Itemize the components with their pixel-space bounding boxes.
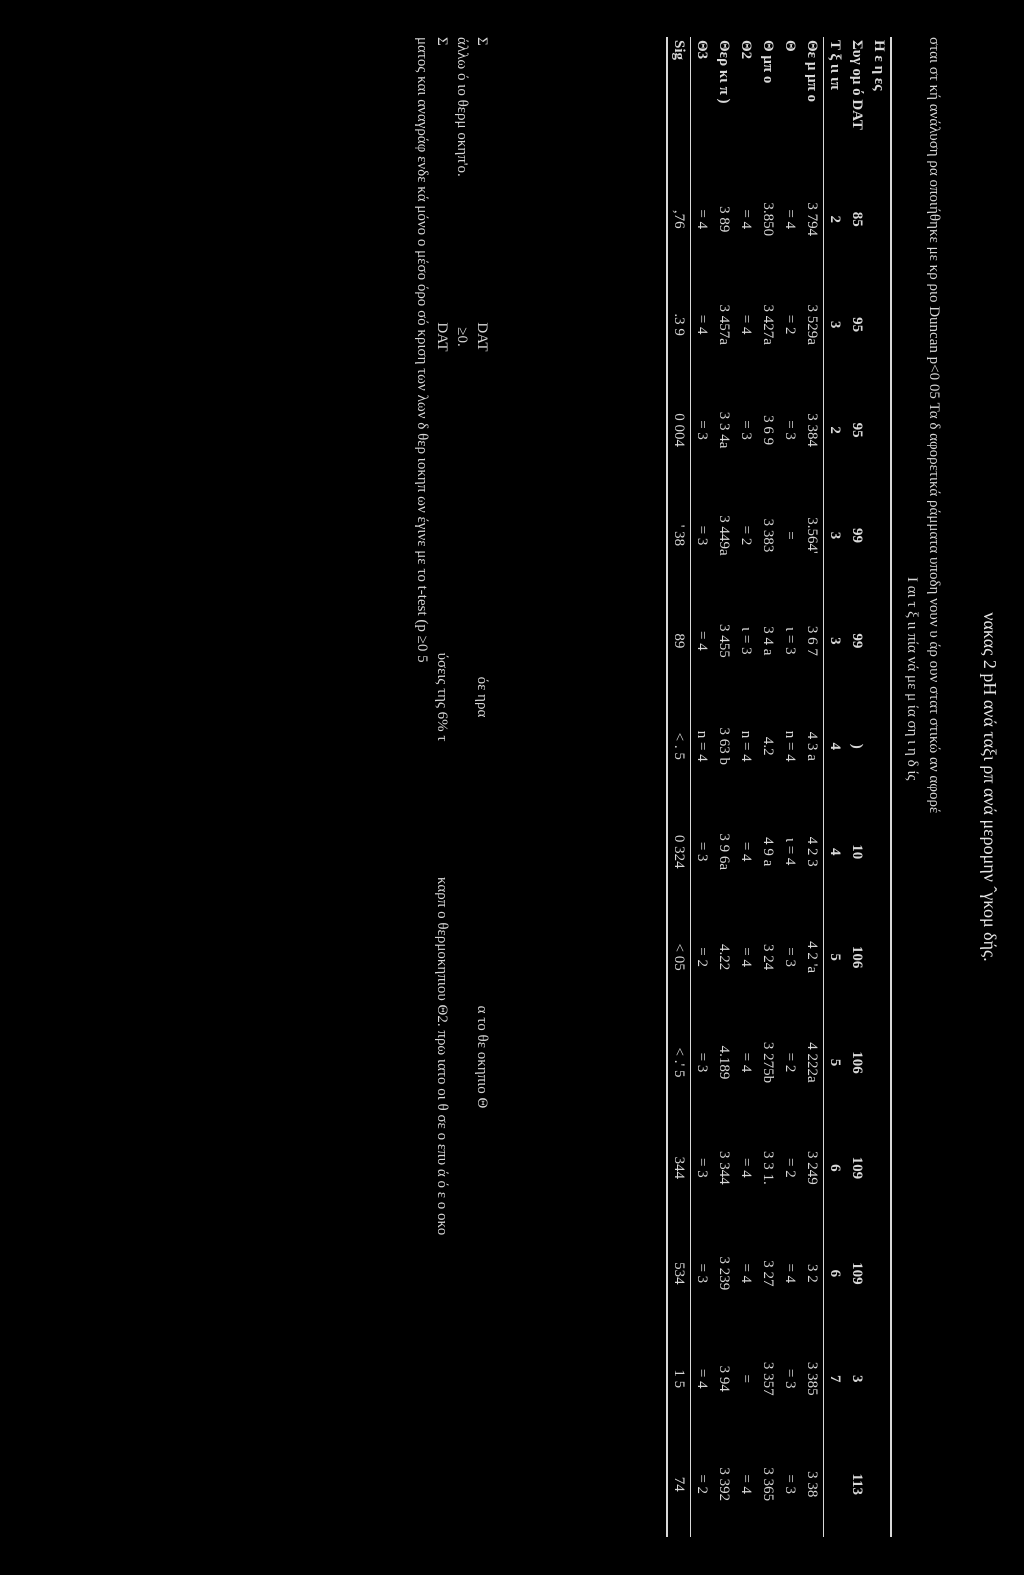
- table-cell: = 4: [782, 209, 799, 230]
- table-cell: 85: [849, 211, 866, 227]
- table-row: [691, 37, 714, 1537]
- table-cell: = 2: [782, 314, 799, 335]
- table-cell: 4 9 a: [760, 837, 777, 867]
- table-cell: 6: [827, 1269, 844, 1278]
- table-cell: 3 455: [716, 624, 733, 658]
- table-cell: 3 357: [760, 1361, 777, 1396]
- table-cell: 109: [849, 1262, 866, 1285]
- table-cell: ): [849, 743, 866, 749]
- table-cell: 4 2 'a: [801, 904, 824, 1009]
- table-cell: 3 6 9: [760, 415, 777, 446]
- table-cell: < .' 5: [667, 1010, 691, 1115]
- table-cell: = 4: [782, 1263, 799, 1284]
- table-cell: ι = 3: [738, 627, 755, 655]
- table-cell: 4 222a: [801, 1010, 824, 1115]
- table-cell: [868, 483, 891, 588]
- row-label: Θερ κι π ): [716, 40, 733, 104]
- table-cell: 5: [827, 953, 844, 961]
- table-cell: 3 9 6a: [716, 833, 733, 871]
- table-cell: = 3: [694, 525, 711, 546]
- table-cell: 3 275b: [760, 1041, 777, 1084]
- table-cell: [868, 799, 891, 904]
- table-cell: = 4: [738, 1474, 755, 1495]
- table-cell: 3 427a: [760, 304, 777, 345]
- table-cell: 89: [667, 588, 691, 693]
- table-cell: 3 392: [716, 1467, 733, 1502]
- table-cell: 5: [827, 1058, 844, 1067]
- row-label: Συγ ομ ό DAT: [849, 40, 866, 130]
- table-cell: ι = 4: [782, 837, 799, 866]
- caption-line: Ι αι τ ξ ιι πία νά με μ ία ση ι η δ ίς: [904, 577, 920, 781]
- table-cell: 3 344: [716, 1151, 733, 1185]
- table-cell: =: [782, 531, 799, 540]
- table-cell: 113: [849, 1473, 866, 1496]
- table-cell: ,76: [667, 167, 691, 272]
- table-row: [757, 37, 779, 1537]
- table-cell: = 4: [738, 947, 755, 967]
- table-cell: = 3: [782, 947, 799, 967]
- table-cell: 3 27: [760, 1260, 777, 1287]
- table-row: [801, 37, 824, 1537]
- table-cell: 534: [667, 1221, 691, 1326]
- table-cell: 4.2: [760, 736, 777, 756]
- table-cell: 3 4 a: [760, 626, 777, 656]
- table-cell: n = 4: [782, 730, 799, 762]
- table-cell: .3 9: [667, 272, 691, 377]
- table-cell: 3.564': [801, 483, 824, 588]
- table-cell: = 4: [694, 631, 711, 651]
- table-cell: = 4: [738, 1052, 755, 1073]
- table-cell: 0 324: [667, 799, 691, 904]
- table-cell: = 3: [782, 420, 799, 440]
- row-label: Θ: [782, 40, 799, 52]
- table-cell: = 4: [694, 209, 711, 230]
- row-label: Sig: [667, 37, 691, 167]
- table-cell: 3 249: [801, 1115, 824, 1220]
- table-cell: 3 457a: [716, 304, 733, 345]
- table-cell: ι = 3: [782, 627, 799, 655]
- table-cell: 3 239: [716, 1256, 733, 1291]
- table-cell: 3 63 b: [716, 727, 733, 766]
- note-line: ΣDATόε ηραα το θε οκηπιο Θ: [474, 37, 490, 1109]
- table-caption: [900, 37, 944, 1537]
- table-cell: n = 4: [694, 730, 711, 762]
- table-cell: 344: [667, 1115, 691, 1220]
- table-cell: 4 3 a: [801, 694, 824, 799]
- table-cell: 3: [827, 320, 844, 329]
- table-row: [846, 37, 868, 1537]
- row-label: Θ μπ ο: [760, 40, 777, 84]
- table-cell: [868, 1010, 891, 1115]
- table-cell: [868, 1431, 891, 1537]
- table-cell: 3 24: [760, 943, 777, 971]
- table-row: [667, 37, 691, 1537]
- table-cell: = 2: [694, 1474, 711, 1495]
- table-cell: 4: [827, 847, 844, 856]
- table-cell: 3 383: [760, 518, 777, 553]
- table-cell: 4 2 3: [801, 799, 824, 904]
- table-cell: 3 94: [716, 1365, 733, 1392]
- table-cell: 4: [827, 742, 844, 751]
- caption-line: σται στ κή ανάλυση ρα οποιήθηκε με κρ ριο Duncan p<0 05 Τα δ αφορετικά ράμματα υποδη νουν υ άρ ουν στατ στικώ αν αφορέ: [926, 37, 942, 814]
- table-cell: 3 89: [716, 206, 733, 233]
- table-cell: [868, 904, 891, 1009]
- table-cell: 2: [827, 426, 844, 434]
- table-cell: 6: [827, 1164, 844, 1172]
- table-cell: [868, 694, 891, 799]
- table-cell: 106: [849, 945, 866, 969]
- data-table: [666, 37, 892, 1537]
- table-cell: = 3: [694, 1158, 711, 1178]
- table-cell: 3 2: [801, 1221, 824, 1326]
- table-cell: = 4: [738, 841, 755, 862]
- table-cell: 3 3 4a: [716, 411, 733, 449]
- table-cell: = 3: [694, 420, 711, 440]
- table-cell: = 4: [738, 314, 755, 335]
- table-cell: 3 38: [801, 1431, 824, 1537]
- table-cell: 0 004: [667, 377, 691, 482]
- table-cell: 3 449a: [716, 515, 733, 556]
- table-cell: = 2: [782, 1158, 799, 1178]
- table-cell: 2: [827, 215, 844, 223]
- table-cell: [868, 1115, 891, 1220]
- table-cell: 3 529a: [801, 272, 824, 377]
- table-cell: = 3: [782, 1474, 799, 1495]
- table-cell: [868, 1326, 891, 1431]
- table-cell: = 4: [738, 1158, 755, 1178]
- table-cell: < 05: [667, 904, 691, 1009]
- table-cell: 99: [849, 527, 866, 543]
- table-cell: 95: [849, 317, 866, 333]
- row-label: Θ3: [694, 40, 711, 60]
- table-cell: n = 4: [738, 730, 755, 762]
- table-cell: 95: [849, 422, 866, 438]
- table-cell: = 3: [738, 420, 755, 440]
- table-cell: 99: [849, 633, 866, 649]
- table-cell: 10: [849, 844, 866, 860]
- row-label: Θε μ μπ ο: [801, 37, 824, 167]
- table-cell: 3: [849, 1374, 866, 1383]
- table-cell: 3: [827, 637, 844, 645]
- table-row: [779, 37, 801, 1537]
- table-row: [824, 37, 847, 1537]
- table-row: [868, 37, 891, 1537]
- table-cell: = 3: [694, 1052, 711, 1073]
- table-cell: ' 38: [667, 483, 691, 588]
- table-cell: 7: [827, 1374, 844, 1383]
- note-line: άλλω ό ιο θερμ οκηπ'ο.≥0.: [454, 37, 470, 347]
- table-row: [713, 37, 735, 1537]
- table-title: νακας 2 pH ανά ταξι ρπ ανά μερομην ˆγκομ δής.: [980, 612, 1000, 962]
- table-cell: = 3: [694, 1263, 711, 1284]
- table-cell: 106: [849, 1051, 866, 1074]
- table-cell: [868, 1221, 891, 1326]
- table-cell: [868, 272, 891, 377]
- table-cell: = 4: [694, 314, 711, 335]
- table-cell: [868, 167, 891, 272]
- table-cell: = 2: [738, 525, 755, 546]
- table-cell: 74: [667, 1431, 691, 1537]
- table-cell: 3 384: [801, 377, 824, 482]
- table-cell: [824, 1431, 847, 1537]
- rotated-page: [12, 7, 1012, 1567]
- table-cell: 3: [827, 531, 844, 540]
- table-cell: [868, 377, 891, 482]
- note-line: ΣDATύσεις της 6% τκαρπ ο θερμοκηπιου Θ2. πρω ιατο οι θ σε ο επυ ά ό ε ο οκο: [434, 37, 450, 1236]
- table-cell: = 4: [694, 1368, 711, 1389]
- table-row: [735, 37, 757, 1537]
- table-cell: 3 365: [760, 1467, 777, 1502]
- table-cell: 3 385: [801, 1326, 824, 1431]
- table-notes: [412, 37, 492, 1537]
- table-cell: 109: [849, 1156, 866, 1180]
- table-cell: [868, 588, 891, 693]
- table-cell: 3 6 7: [801, 588, 824, 693]
- table-cell: < . 5: [667, 694, 691, 799]
- table-cell: =: [738, 1374, 755, 1383]
- table-cell: 1 5: [667, 1326, 691, 1431]
- table-cell: 4.189: [716, 1045, 733, 1080]
- row-label: Τ ξ ιι ιπ: [827, 40, 844, 90]
- table-cell: = 2: [694, 947, 711, 967]
- table-cell: = 3: [782, 1368, 799, 1389]
- table-cell: 3 3 1.: [760, 1151, 777, 1185]
- table-cell: = 2: [782, 1052, 799, 1073]
- row-label: Θ2: [738, 40, 755, 60]
- note-line: ματος και αναγράφ ενδε κά μόνο ο μέσο όρο σό κριση των λων δ θερ ιοκηπ ων έγινε με το t-test (p ≥0 5: [414, 37, 430, 663]
- table-cell: 3 794: [801, 167, 824, 272]
- table-cell: = 4: [738, 209, 755, 230]
- table-cell: = 4: [738, 1263, 755, 1284]
- table-cell: 4.22: [716, 943, 733, 971]
- table-cell: 3.850: [760, 202, 777, 237]
- row-label: Η ε η ες: [868, 37, 891, 167]
- table-cell: = 3: [694, 841, 711, 862]
